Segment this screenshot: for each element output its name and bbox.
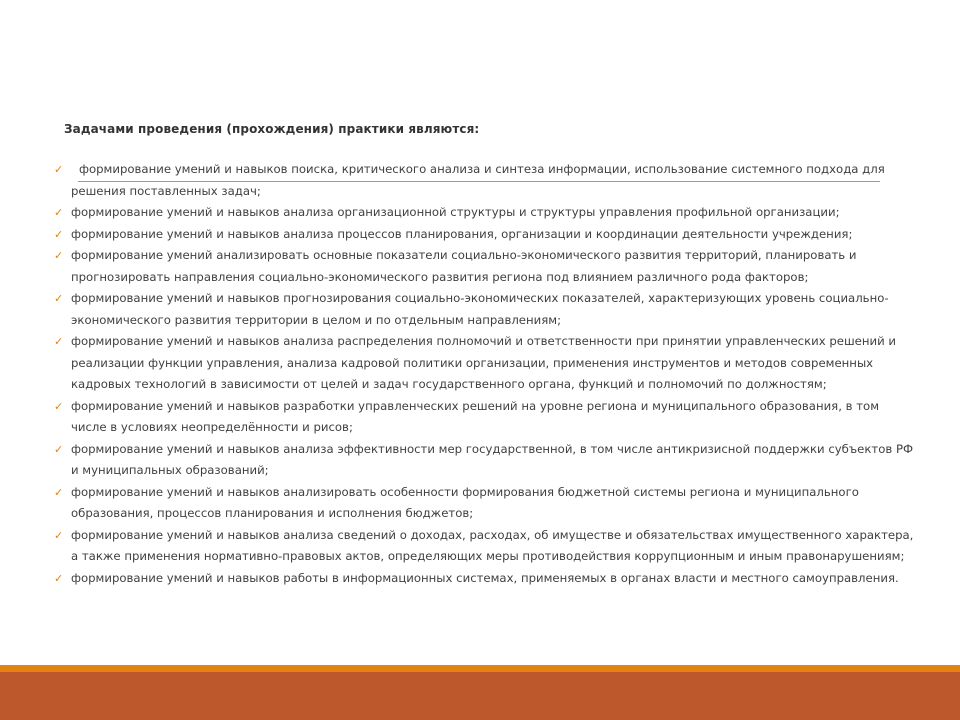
list-item xyxy=(54,525,914,568)
checkmark-icon: ✓ xyxy=(54,249,64,262)
checkmark-icon: ✓ xyxy=(54,442,64,456)
accent-strip xyxy=(0,665,960,672)
checkmark-icon: ✓ xyxy=(54,335,64,348)
list-item xyxy=(54,396,914,439)
list-item-text: формирование умений и навыков прогнозирования социально-экономических показателей, характеризующих уровень социально-экономического развития территории в целом и по отдельным направлениям; xyxy=(71,291,889,327)
list-item-text: формирование умений и навыков анализировать особенности формирования бюджетной системы региона и муниципального образования, процессов планирования и исполнения бюджетов; xyxy=(71,484,859,520)
list-item xyxy=(54,245,914,288)
list-item-text: формирование умений и навыков разработки управленческих решений на уровне региона и муниципального образования, в том числе в условиях неопределённости и рисов; xyxy=(71,398,880,434)
list-item xyxy=(54,202,914,224)
list-item xyxy=(54,439,914,482)
footer-band xyxy=(0,672,960,720)
checkmark-icon: ✓ xyxy=(54,292,64,305)
list-item-text: формирование умений и навыков работы в информационных системах, применяемых в органах власти и местного самоуправления. xyxy=(71,570,899,585)
checkmark-icon: ✓ xyxy=(54,528,64,542)
list-item xyxy=(54,224,914,246)
list-item xyxy=(54,159,914,202)
slide-heading: Задачами проведения (прохождения) практики являются: xyxy=(64,122,480,136)
list-item-text: формирование умений анализировать основные показатели социально-экономического развития территорий, планировать и прогнозировать направления социально-экономического развития региона под влиянием различного рода факторов; xyxy=(71,248,857,284)
checkmark-icon: ✓ xyxy=(54,163,64,176)
checkmark-icon: ✓ xyxy=(54,227,64,241)
list-item-text: формирование умений и навыков анализа организационной структуры и структуры управления профильной организации; xyxy=(71,205,840,219)
list-item xyxy=(54,482,914,525)
list-item-text: формирование умений и навыков анализа распределения полномочий и ответственности при принятии управленческих решений и реализации функции управления, анализа кадровой политики организации, применения инструментов и методов современных кадровых технологий в зависимости от целей и задач государственного органа, функций и полномочий по должностям; xyxy=(71,334,897,391)
list-item-text: формирование умений и навыков анализа эффективности мер государственной, в том числе антикризисной поддержки субъектов РФ и муниципальных образований; xyxy=(71,441,914,477)
list-item-text: формирование умений и навыков анализа сведений о доходах, расходах, об имуществе и обязательствах имущественного характера, а также применения нормативно-правовых актов, определяющих меры противодействия коррупционным и иным правонарушениям; xyxy=(71,527,914,563)
checkmark-icon: ✓ xyxy=(54,206,64,219)
checkmark-icon: ✓ xyxy=(54,399,64,413)
checkmark-icon: ✓ xyxy=(54,571,64,585)
task-list xyxy=(54,159,914,589)
list-item xyxy=(54,568,914,590)
list-item-text: формирование умений и навыков поиска, критического анализа и синтеза информации, использование системного подхода для решения поставленных задач; xyxy=(71,162,885,198)
list-item xyxy=(54,288,914,331)
list-item-text: формирование умений и навыков анализа процессов планирования, организации и координации деятельности учреждения; xyxy=(71,226,853,241)
checkmark-icon: ✓ xyxy=(54,485,64,499)
list-item xyxy=(54,331,914,396)
